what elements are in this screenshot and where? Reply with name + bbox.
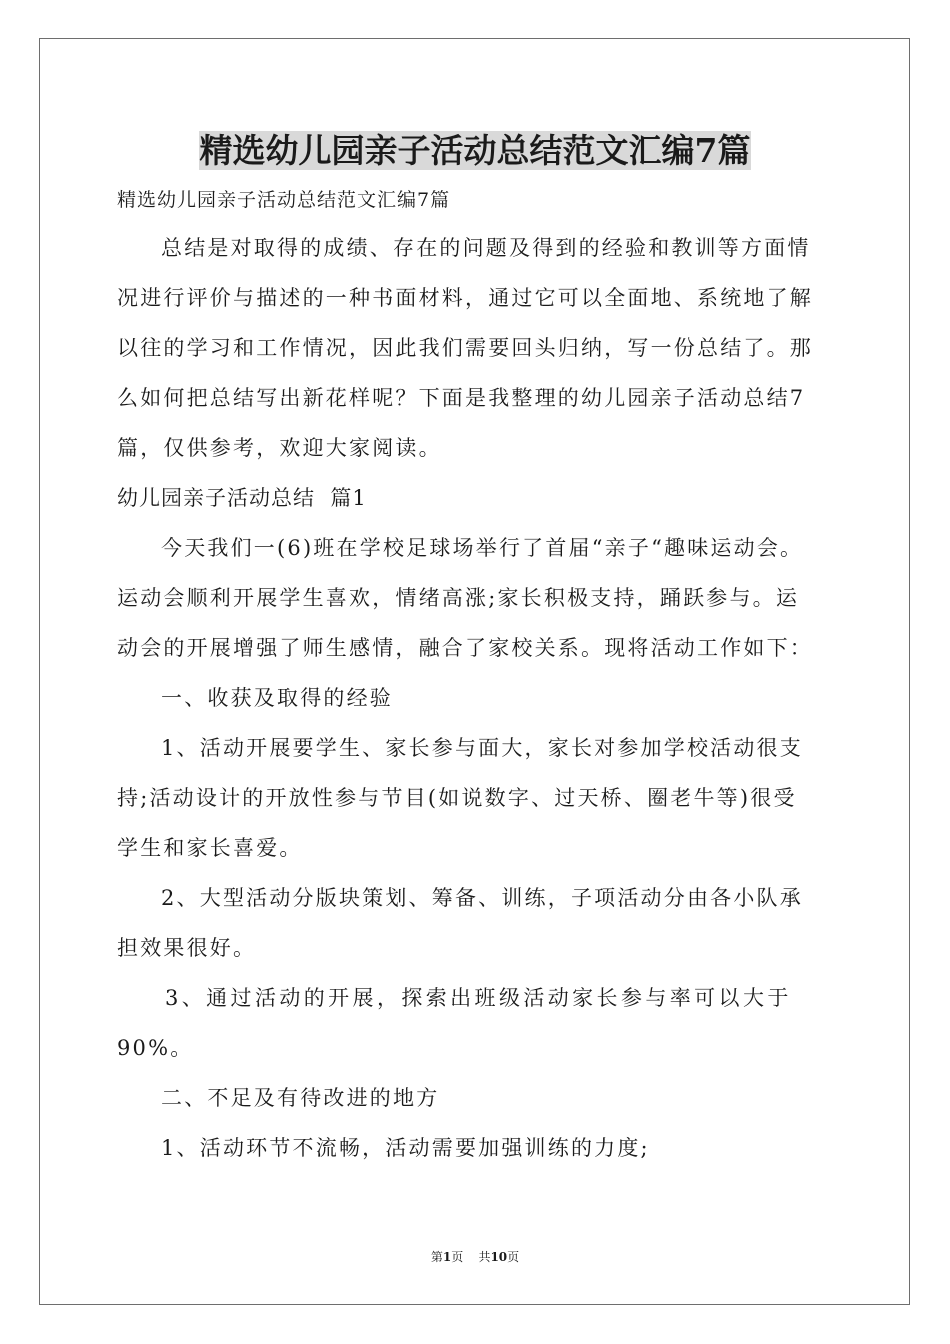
shortcoming-line: 1、活动环节不流畅，活动需要加强训练的力度;: [161, 1136, 650, 1160]
footer-mid: 页 共: [451, 1250, 491, 1264]
item2-line: 担效果很好。: [117, 936, 257, 960]
intro-line: 篇，仅供参考，欢迎大家阅读。: [117, 436, 442, 460]
intro-line: 么如何把总结写出新花样呢？下面是我整理的幼儿园亲子活动总结7: [117, 386, 806, 410]
item3-line: 90%。: [117, 1036, 194, 1060]
intro-line: 况进行评价与描述的一种书面材料，通过它可以全面地、系统地了解: [117, 286, 813, 310]
item1-line: 学生和家长喜爱。: [117, 836, 303, 860]
item2-line: 2、大型活动分版块策划、筹备、训练，子项活动分由各小队承: [161, 886, 803, 910]
item1-line: 1、活动开展要学生、家长参与面大，家长对参加学校活动很支: [161, 736, 803, 760]
para1-line: 动会的开展增强了师生感情，融合了家校关系。现将活动工作如下：: [117, 636, 813, 660]
document-subtitle: 精选幼儿园亲子活动总结范文汇编7篇: [117, 189, 451, 211]
para1-line: 今天我们一(6)班在学校足球场举行了首届“亲子“趣味运动会。: [161, 536, 804, 560]
heading-gains: 一、收获及取得的经验: [161, 686, 393, 710]
footer-total-pages: 10: [490, 1250, 508, 1264]
intro-line: 以往的学习和工作情况，因此我们需要回头归纳，写一份总结了。那: [117, 336, 813, 360]
heading-shortcomings: 二、不足及有待改进的地方: [161, 1086, 440, 1110]
item1-line: 持;活动设计的开放性参与节目(如说数字、过天桥、圈老牛等)很受: [117, 786, 797, 810]
document-title: [0, 126, 950, 176]
document-body: [117, 178, 835, 1173]
intro-line: 总结是对取得的成绩、存在的问题及得到的经验和教训等方面情: [161, 236, 811, 260]
footer-page-number: 1: [442, 1250, 452, 1264]
footer-suffix: 页: [507, 1250, 520, 1264]
section-heading: 幼儿园亲子活动总结 篇1: [117, 486, 367, 510]
page-footer: [0, 1249, 950, 1265]
item3-line: 3、通过活动的开展，探索出班级活动家长参与率可以大于: [165, 986, 792, 1010]
document-title-text: 精选幼儿园亲子活动总结范文汇编7篇: [199, 131, 751, 170]
footer-prefix: 第: [430, 1250, 443, 1264]
para1-line: 运动会顺利开展学生喜欢，情绪高涨;家长积极支持，踊跃参与。运: [117, 586, 800, 610]
